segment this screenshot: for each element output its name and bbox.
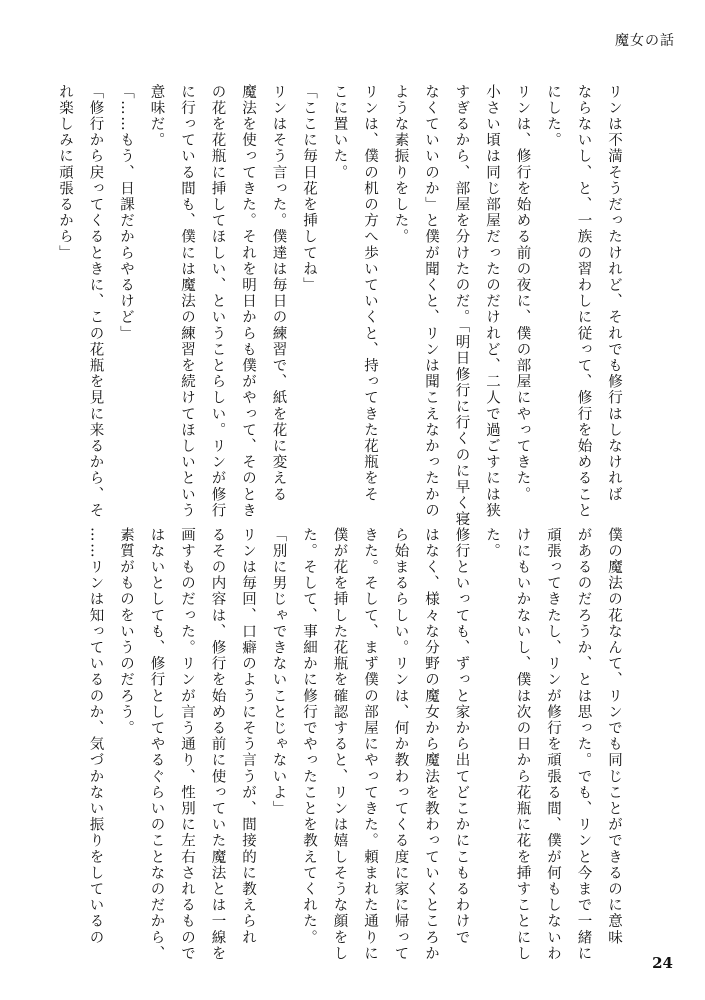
text-line: リンは毎回、口癖のようにそう言うが、間接的に教えられ — [240, 527, 256, 946]
text-line: 僕の魔法の花なんて、リンでも同じことができるのに意味 — [606, 527, 622, 946]
text-line: はないとしても、修行としてやるぐらいのことなのだから、 — [148, 527, 165, 962]
text-line: けにもいかないし、僕は次の日から花瓶に花を挿すことにし — [514, 527, 531, 962]
text-line: 小さい頃は同じ部屋だったのだけれど、二人で過ごすには狭 — [484, 84, 500, 519]
text-line: 頑張ってきたし、リンが修行を頑張る間、僕が何もしないわ — [545, 527, 561, 962]
text-line: るその内容は、修行を始める前に使っていた魔法とは一線を — [209, 527, 226, 962]
text-line: 素質がものをいうのだろう。 — [118, 527, 134, 737]
text-line: に行っている間も、僕には魔法の練習を続けてほしいという — [179, 84, 195, 519]
text-line: にした。 — [545, 84, 561, 149]
text-line: 僕が花を挿した花瓶を確認すると、リンは嬉しそうな顔をし — [331, 527, 348, 962]
running-title: 魔女の話 — [615, 33, 675, 49]
upper-text-block — [57, 84, 629, 528]
text-line: の花を花瓶に挿してほしい、ということらしい。リンが修行 — [209, 84, 226, 519]
text-line: きた。そして、まず僕の部屋にやってきた。頼まれた通りに — [362, 527, 378, 962]
text-line: リンは不満そうだったけれど、それでも修行はしなければ — [606, 84, 622, 503]
text-line: リンはそう言った。僕達は毎日の練習で、紙を花に変える — [270, 84, 287, 503]
text-line: 「別に男じゃできないことじゃないよ」 — [270, 527, 287, 817]
text-line: た。 — [484, 527, 500, 560]
text-line: 意味だ。 — [148, 84, 165, 149]
page-number: 24 — [652, 954, 673, 972]
text-line: リンは、僕の机の方へ歩いていくと、持ってきた花瓶をそ — [362, 84, 378, 503]
text-line: 「修行から戻ってくるときに、この花瓶を見に来るから、そ — [87, 84, 104, 519]
text-line: リンは、修行を始める前の夜に、僕の部屋にやってきた。 — [514, 84, 531, 503]
lower-text-block — [69, 527, 629, 962]
text-line: 「ここに毎日花を挿してね」 — [301, 84, 317, 294]
text-line: があるのだろうか、とは思った。でも、リンと今まで一緒に — [575, 527, 592, 962]
text-line: こに置いた。 — [331, 84, 348, 181]
text-line: はなく、様々な分野の魔女から魔法を教わっていくところか — [423, 527, 439, 962]
text-line: すぎるから、部屋を分けたのだ。「明日修行に行くのに早く寝 — [453, 84, 470, 528]
text-line: 修行といっても、ずっと家から出てどこかにこもるわけで — [453, 527, 470, 946]
text-line: ら始まるらしい。リンは、何か教わってくる度に家に帰って — [392, 527, 409, 962]
text-line: なくていいのか」と僕が聞くと、リンは聞こえなかったかの — [423, 84, 439, 519]
text-line: ……リンは知っているのか、気づかない振りをしているの — [87, 527, 104, 946]
text-line: 画すものだった。リンが言う通り、性別に左右されるもので — [179, 527, 195, 962]
text-line: ような素振りをした。 — [392, 84, 409, 245]
text-line: 「……もう、日課だからやるけど」 — [118, 84, 134, 342]
text-line: れ楽しみに頑張るから」 — [57, 84, 73, 262]
text-line: 魔法を使ってきた。それを明日からも僕がやって、そのとき — [240, 84, 256, 519]
text-line: た。そして、事細かに修行でやったことを教えてくれた。 — [301, 527, 317, 946]
text-line: ならないし、と、一族の習わしに従って、修行を始めること — [575, 84, 592, 519]
